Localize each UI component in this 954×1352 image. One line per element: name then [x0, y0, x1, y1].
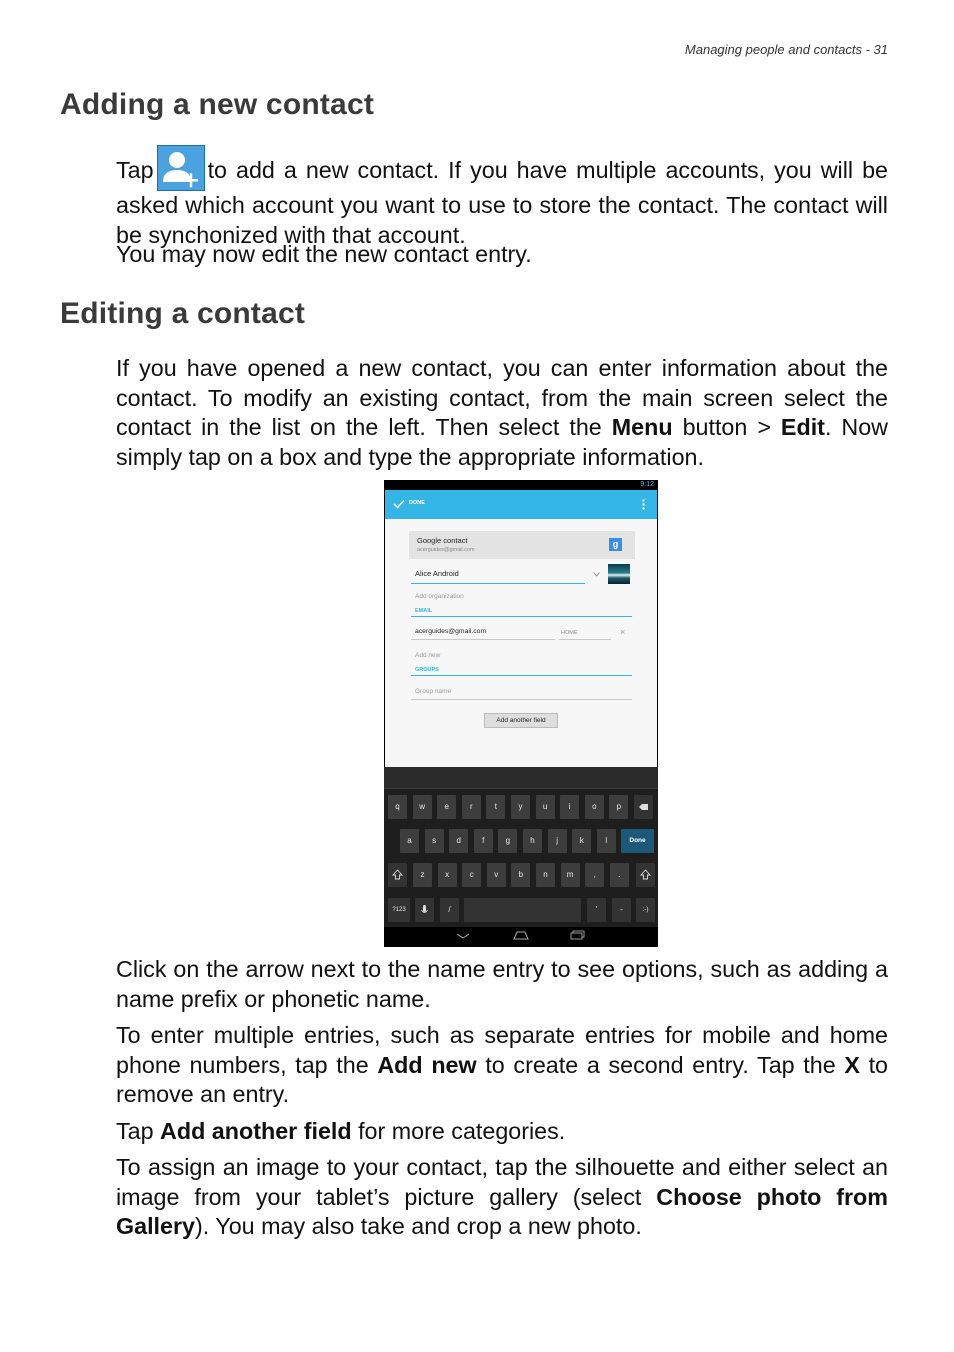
text-run: . Now simply tap on a box and type the appropriate information.	[116, 414, 889, 470]
key-j: j	[548, 829, 567, 853]
group-underline	[411, 699, 632, 700]
key-m: m	[561, 863, 580, 887]
chevron-down-icon	[593, 572, 600, 577]
done-action: DONE	[409, 500, 425, 506]
space-key	[464, 898, 581, 922]
text-run: To enter multiple entries, such as separate entries for mobile and home phone numbers, tap the	[116, 1022, 888, 1078]
symbols-key: ?123	[388, 898, 410, 922]
email-underline	[411, 639, 555, 640]
key-h: h	[523, 829, 542, 853]
key-x: x	[438, 863, 457, 887]
done-key: Done	[621, 829, 654, 853]
key-d: d	[449, 829, 468, 853]
key-period: .	[610, 863, 629, 887]
key-l: l	[597, 829, 616, 853]
remove-email-icon: ×	[620, 627, 626, 637]
key-q: q	[388, 795, 407, 819]
name-underline	[411, 583, 585, 584]
text-run: Tap	[116, 1118, 161, 1144]
overflow-menu-icon	[642, 499, 645, 510]
key-f: f	[474, 829, 493, 853]
google-icon: g	[609, 538, 622, 551]
key-g: g	[498, 829, 517, 853]
checkmark-icon	[393, 499, 405, 509]
suggestion-strip	[384, 767, 658, 789]
microphone-key	[415, 898, 434, 922]
email-divider	[411, 616, 632, 617]
paragraph-assign-image	[116, 1153, 888, 1242]
text-run: for more categories.	[351, 1118, 566, 1144]
shift-right-key	[636, 863, 655, 887]
add-another-field-term: Add another field	[160, 1118, 352, 1144]
add-another-field-button: Add another field	[484, 713, 558, 728]
paragraph-add-contact	[116, 145, 888, 250]
choose-photo-term: Choose photo from Gallery	[116, 1183, 888, 1239]
account-email: acerguides@gmail.com	[417, 547, 475, 553]
key-i: i	[560, 795, 579, 819]
x-term: X	[844, 1051, 860, 1078]
action-bar	[385, 490, 657, 519]
key-u: u	[536, 795, 555, 819]
navigation-bar	[384, 927, 658, 947]
add-new-term: Add new	[377, 1051, 477, 1078]
key-a: a	[400, 829, 419, 853]
key-s: s	[425, 829, 444, 853]
text-run: To assign an image to your contact, tap the silhouette and either select an image from your tablet’s picture gallery (select	[116, 1154, 888, 1210]
email-type-underline	[559, 639, 611, 640]
key-c: c	[462, 863, 481, 887]
paragraph-multiple-entries	[116, 1021, 888, 1110]
text-run: ). You may also take and crop a new photo.	[195, 1213, 642, 1239]
menu-term: Menu	[611, 414, 673, 440]
smiley-key: :-)	[636, 898, 655, 922]
status-clock: 9:12	[640, 481, 654, 488]
key-comma: ,	[585, 863, 604, 887]
back-icon	[456, 932, 470, 940]
add-new-email: Add new	[415, 652, 441, 659]
key-n: n	[536, 863, 555, 887]
name-field: Alice Android	[415, 569, 459, 578]
add-contact-icon	[157, 145, 205, 191]
email-type-select: HOME	[561, 630, 578, 636]
key-k: k	[572, 829, 591, 853]
key-b: b	[511, 863, 530, 887]
paragraph-editing-instructions	[116, 354, 888, 472]
groups-label: GROUPS	[415, 667, 439, 673]
key-t: t	[486, 795, 505, 819]
section-heading-adding-contact: Adding a new contact	[60, 88, 375, 121]
section-heading-editing-contact: Editing a contact	[60, 297, 306, 330]
account-card	[409, 531, 635, 559]
running-header: Managing people and contacts - 31	[684, 42, 888, 57]
dash-key: -	[612, 898, 631, 922]
contact-photo	[608, 564, 630, 584]
paragraph-name-options: Click on the arrow next to the name entry to see options, such as adding a name prefix or phonetic name.	[116, 956, 888, 1012]
key-w: w	[413, 795, 432, 819]
text-run: to create a second entry. Tap the	[476, 1051, 845, 1078]
shift-left-key	[388, 863, 407, 887]
account-name: Google contact	[417, 536, 468, 545]
key-y: y	[511, 795, 530, 819]
add-contact-text: to add a new contact. If you have multiple accounts, you will be asked which account you want to use to store the contact. The contact will be synchonized with that account.	[116, 157, 888, 248]
slash-key: /	[440, 898, 459, 922]
apostrophe-key: '	[587, 898, 606, 922]
group-name-field: Group name	[415, 688, 452, 695]
edit-term: Edit	[780, 414, 825, 440]
text-run: If you have opened a new contact, you can enter information about the contact. To modify an existing contact, from the main screen select the contact in the list on the left. Then select the	[116, 355, 888, 440]
tap-word: Tap	[116, 157, 154, 183]
groups-divider	[411, 675, 632, 676]
organization-field: Add organization	[415, 593, 464, 600]
edit-contact-screenshot	[384, 480, 658, 947]
key-p: p	[609, 795, 628, 819]
paragraph-edit-entry: You may now edit the new contact entry.	[116, 241, 532, 267]
edit-panel	[385, 519, 657, 767]
email-field: acerguides@gmail.com	[415, 628, 487, 635]
text-run: to remove an entry.	[116, 1051, 888, 1107]
backspace-key	[634, 795, 653, 819]
recent-apps-icon	[570, 930, 586, 940]
home-icon	[512, 930, 530, 940]
key-e: e	[437, 795, 456, 819]
key-r: r	[462, 795, 481, 819]
key-o: o	[585, 795, 604, 819]
paragraph-add-field	[116, 1117, 888, 1147]
on-screen-keyboard	[384, 767, 658, 927]
key-v: v	[487, 863, 506, 887]
key-z: z	[413, 863, 432, 887]
status-bar	[384, 480, 658, 490]
email-label: EMAIL	[415, 608, 433, 614]
text-run: button >	[672, 414, 781, 440]
